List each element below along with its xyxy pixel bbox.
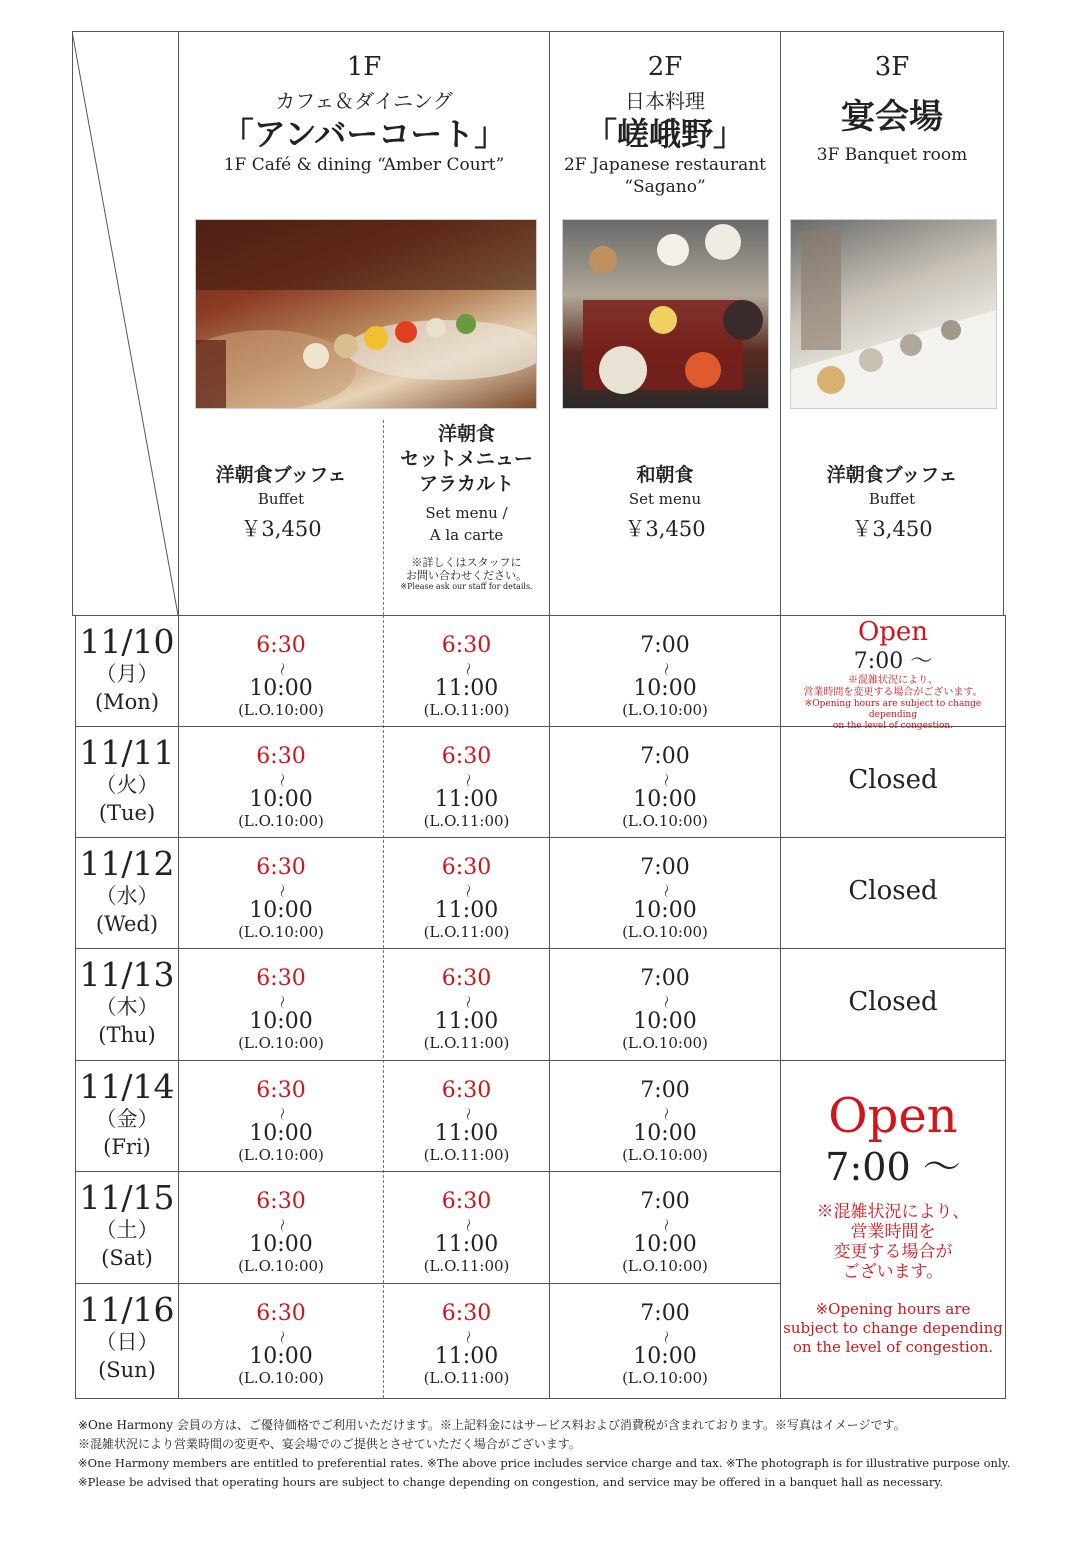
congestion-note-jp2: 営業時間を変更する場合がございます。 <box>803 687 983 698</box>
date-label: 11/15 <box>79 1178 175 1217</box>
header-3f <box>781 52 1003 166</box>
last-order: (L.O.10:00) <box>622 923 708 941</box>
hours-japanese <box>550 1302 780 1387</box>
open-time: 6:30 <box>256 633 306 658</box>
menu-jp: 洋朝食ブッフェ <box>215 464 347 486</box>
last-order: (L.O.10:00) <box>238 923 324 941</box>
close-time: 10:00 <box>633 787 697 812</box>
last-order: (L.O.11:00) <box>423 701 510 719</box>
menu-alacarte-1f <box>384 422 549 592</box>
hours-alacarte <box>384 1079 549 1164</box>
last-order: (L.O.10:00) <box>622 1257 708 1275</box>
restaurant-name-en-3f: 3F Banquet room <box>816 145 968 165</box>
open-time: 6:30 <box>441 744 492 769</box>
restaurant-type-1f: カフェ＆ダイニング <box>275 89 453 113</box>
tilde: 〜 <box>458 884 475 898</box>
footer-notes <box>78 1416 1058 1492</box>
menu-jp-line1: 洋朝食 <box>437 423 495 445</box>
close-time: 11:00 <box>434 676 499 701</box>
close-time: 11:00 <box>434 1009 499 1034</box>
tilde: 〜 <box>458 1107 475 1121</box>
hours-japanese <box>550 856 780 941</box>
close-time: 11:00 <box>434 1344 499 1369</box>
date-label: 11/12 <box>79 844 175 883</box>
header-1f <box>179 52 549 176</box>
tilde: 〜 <box>657 884 673 898</box>
open-time: 6:30 <box>256 1189 306 1214</box>
last-order: (L.O.11:00) <box>423 1034 510 1052</box>
weekday-en: (Sat) <box>101 1246 153 1270</box>
date-cell <box>76 1180 178 1272</box>
open-time: 6:30 <box>256 855 306 880</box>
tilde: 〜 <box>458 1330 475 1344</box>
hours-buffet <box>179 745 383 830</box>
last-order: (L.O.10:00) <box>622 1034 708 1052</box>
hours-alacarte <box>384 856 549 941</box>
menu-en-line2: A la carte <box>429 526 504 544</box>
close-time: 10:00 <box>249 676 313 701</box>
price: ￥3,450 <box>240 517 322 541</box>
close-time: 10:00 <box>633 1344 697 1369</box>
banquet-closed-1112: Closed <box>848 876 938 906</box>
hours-buffet <box>179 634 383 719</box>
open-time: 6:30 <box>256 1078 306 1103</box>
open-time: 7:00 <box>640 1301 690 1326</box>
tilde: 〜 <box>273 884 289 898</box>
floor-label-1f: 1F <box>346 52 382 82</box>
date-cell <box>76 846 178 938</box>
hours-buffet <box>179 856 383 941</box>
menu-buffet-1f <box>179 463 383 544</box>
hours-japanese <box>550 745 780 830</box>
open-time: 6:30 <box>256 1301 306 1326</box>
banquet-closed-1113: Closed <box>848 987 938 1017</box>
open-time: 6:30 <box>441 855 492 880</box>
hours-japanese <box>550 1190 780 1275</box>
weekday-jp: （月） <box>95 662 159 686</box>
close-time: 11:00 <box>434 1121 499 1146</box>
last-order: (L.O.11:00) <box>423 923 510 941</box>
corner-diagonal <box>72 31 180 616</box>
weekday-en: (Sun) <box>98 1358 156 1382</box>
open-time: 6:30 <box>441 1078 492 1103</box>
menu-en-line1: Set menu / <box>425 504 508 522</box>
weekend-note-en2: subject to change depending <box>783 1319 1003 1337</box>
weekday-en: (Mon) <box>94 690 160 714</box>
hours-alacarte <box>384 1302 549 1387</box>
menu-buffet-3f <box>781 463 1003 544</box>
tilde: 〜 <box>273 1330 289 1344</box>
close-time: 11:00 <box>434 787 499 812</box>
menu-jp-line3: アラカルト <box>418 473 514 495</box>
weekday-jp: （日） <box>95 1330 159 1354</box>
date-label: 11/13 <box>79 955 175 994</box>
hours-alacarte <box>384 967 549 1052</box>
hours-buffet <box>179 1302 383 1387</box>
open-label-large: Open <box>828 1088 958 1144</box>
tilde: 〜 <box>273 1218 289 1232</box>
last-order: (L.O.10:00) <box>238 1257 324 1275</box>
weekday-jp: （火） <box>95 773 159 797</box>
date-label: 11/11 <box>79 733 175 772</box>
floor-label-2f: 2F <box>647 52 683 82</box>
open-time-large: 7:00 〜 <box>825 1145 961 1189</box>
open-time: 7:00 〜 <box>853 649 933 674</box>
tilde: 〜 <box>657 1330 673 1344</box>
open-time: 6:30 <box>441 966 492 991</box>
menu-en: Buffet <box>868 490 916 508</box>
close-time: 10:00 <box>633 1121 697 1146</box>
open-time: 6:30 <box>441 633 492 658</box>
open-time: 7:00 <box>640 633 690 658</box>
tilde: 〜 <box>458 995 475 1009</box>
tilde: 〜 <box>657 1107 673 1121</box>
date-label: 11/16 <box>79 1290 175 1329</box>
close-time: 11:00 <box>434 898 499 923</box>
open-time: 6:30 <box>256 744 306 769</box>
restaurant-name-3f: 宴会場 <box>841 97 943 137</box>
close-time: 11:00 <box>434 1232 499 1257</box>
restaurant-name-en-2f-line2: “Sagano” <box>624 177 706 197</box>
close-time: 10:00 <box>249 1121 313 1146</box>
buffet-photo <box>195 219 537 409</box>
weekday-en: (Tue) <box>98 801 156 825</box>
banquet-time-1110 <box>781 649 1005 732</box>
close-time: 10:00 <box>249 1232 313 1257</box>
last-order: (L.O.10:00) <box>238 1034 324 1052</box>
menu-jp: 和朝食 <box>636 464 694 486</box>
open-time: 7:00 <box>640 1078 690 1103</box>
open-time: 7:00 <box>640 966 690 991</box>
last-order: (L.O.10:00) <box>622 701 708 719</box>
last-order: (L.O.11:00) <box>423 1257 510 1275</box>
close-time: 10:00 <box>249 898 313 923</box>
price: ￥3,450 <box>624 517 706 541</box>
staff-note-jp1: ※詳しくはスタッフに <box>411 556 522 569</box>
banquet-buffet-photo <box>790 219 997 409</box>
weekend-note-en1: ※Opening hours are <box>815 1300 971 1318</box>
header-2f <box>550 52 780 198</box>
open-label: Open <box>857 617 929 647</box>
tilde: 〜 <box>273 995 289 1009</box>
close-time: 10:00 <box>633 898 697 923</box>
hours-buffet <box>179 1079 383 1164</box>
banquet-closed-1111: Closed <box>848 765 938 795</box>
weekday-jp: （水） <box>95 884 159 908</box>
open-time: 7:00 <box>640 744 690 769</box>
close-time: 10:00 <box>633 1009 697 1034</box>
hours-buffet <box>179 1190 383 1275</box>
menu-japanese-2f <box>550 463 780 544</box>
tilde: 〜 <box>458 662 475 676</box>
restaurant-name-en-1f: 1F Café & dining “Amber Court” <box>223 155 505 175</box>
last-order: (L.O.11:00) <box>423 812 510 830</box>
open-time: 6:30 <box>441 1189 492 1214</box>
tilde: 〜 <box>458 1218 475 1232</box>
weekday-jp: （木） <box>95 995 159 1019</box>
close-time: 10:00 <box>249 1344 313 1369</box>
weekend-note-jp4: ございます。 <box>842 1262 944 1282</box>
banquet-weekend-open <box>781 1088 1005 1357</box>
hours-alacarte <box>384 745 549 830</box>
last-order: (L.O.10:00) <box>238 1146 324 1164</box>
date-label: 11/14 <box>79 1067 175 1106</box>
close-time: 10:00 <box>249 1009 313 1034</box>
weekday-jp: （金） <box>95 1107 159 1131</box>
footer-line-4: ※Please be advised that operating hours are subject to change depending on congestion, and service may be offered in a banquet hall as necessary. <box>78 1475 943 1489</box>
weekend-note-jp3: 変更する場合が <box>833 1242 953 1262</box>
last-order: (L.O.10:00) <box>238 1369 324 1387</box>
tilde: 〜 <box>273 1107 289 1121</box>
tilde: 〜 <box>273 662 289 676</box>
date-cell <box>76 1292 178 1384</box>
footer-line-3: ※One Harmony members are entitled to preferential rates. ※The above price includes service charge and tax. ※The photograph is for illustrative purpose only. <box>78 1456 1011 1470</box>
hours-japanese <box>550 1079 780 1164</box>
weekend-note-jp1: ※混雑状況により、 <box>816 1202 970 1222</box>
weekday-en: (Wed) <box>95 912 159 936</box>
weekend-note-jp2: 営業時間を <box>850 1222 936 1242</box>
tilde: 〜 <box>657 1218 673 1232</box>
hours-japanese <box>550 634 780 719</box>
menu-en: Buffet <box>257 490 305 508</box>
weekday-en: (Thu) <box>98 1023 156 1047</box>
date-cell <box>76 624 178 716</box>
footer-line-2: ※混雑状況により営業時間の変更や、宴会場でのご提供とさせていただく場合がございます。 <box>78 1437 581 1451</box>
restaurant-name-en-2f-line1: 2F Japanese restaurant <box>563 155 767 175</box>
footer-line-1: ※One Harmony 会員の方は、ご優待価格でご利用いただけます。※上記料金にはサービス料および消費税が含まれております。※写真はイメージです。 <box>78 1418 906 1432</box>
tilde: 〜 <box>657 662 673 676</box>
open-time: 6:30 <box>441 1301 492 1326</box>
last-order: (L.O.10:00) <box>622 812 708 830</box>
close-time: 10:00 <box>249 787 313 812</box>
staff-note-jp2: お問い合わせください。 <box>406 569 527 582</box>
date-cell <box>76 1069 178 1161</box>
hours-alacarte <box>384 634 549 719</box>
open-time: 6:30 <box>256 966 306 991</box>
tilde: 〜 <box>458 773 475 787</box>
date-cell <box>76 735 178 827</box>
last-order: (L.O.10:00) <box>622 1146 708 1164</box>
banquet-open-1110 <box>781 617 1005 647</box>
weekend-note-en3: on the level of congestion. <box>792 1338 994 1356</box>
floor-label-3f: 3F <box>874 52 910 82</box>
menu-jp: 洋朝食ブッフェ <box>826 464 958 486</box>
last-order: (L.O.10:00) <box>622 1369 708 1387</box>
tilde: 〜 <box>657 773 673 787</box>
price: ￥3,450 <box>851 517 933 541</box>
open-time: 7:00 <box>640 855 690 880</box>
close-time: 10:00 <box>633 676 697 701</box>
last-order: (L.O.11:00) <box>423 1369 510 1387</box>
hours-alacarte <box>384 1190 549 1275</box>
restaurant-name-1f: 「アンバーコート」 <box>221 115 507 153</box>
menu-en: Set menu <box>628 490 702 508</box>
tilde: 〜 <box>657 995 673 1009</box>
last-order: (L.O.11:00) <box>423 1146 510 1164</box>
date-label: 11/10 <box>79 622 175 661</box>
weekday-en: (Fri) <box>103 1135 151 1159</box>
congestion-note-en2: on the level of congestion. <box>832 721 954 731</box>
weekday-jp: （土） <box>95 1218 159 1242</box>
open-time: 7:00 <box>640 1189 690 1214</box>
congestion-note-jp1: ※混雑状況により、 <box>848 675 938 686</box>
hours-japanese <box>550 967 780 1052</box>
congestion-note-en1: ※Opening hours are subject to change depending <box>804 699 982 720</box>
menu-jp-line2: セットメニュー <box>400 448 533 470</box>
staff-note-en: ※Please ask our staff for details. <box>400 582 533 591</box>
tilde: 〜 <box>273 773 289 787</box>
last-order: (L.O.10:00) <box>238 812 324 830</box>
date-cell <box>76 957 178 1049</box>
last-order: (L.O.10:00) <box>238 701 324 719</box>
close-time: 10:00 <box>633 1232 697 1257</box>
restaurant-name-2f: 「嵯峨野」 <box>584 115 745 153</box>
hours-buffet <box>179 967 383 1052</box>
japanese-breakfast-photo <box>562 219 769 409</box>
restaurant-type-2f: 日本料理 <box>625 89 705 113</box>
